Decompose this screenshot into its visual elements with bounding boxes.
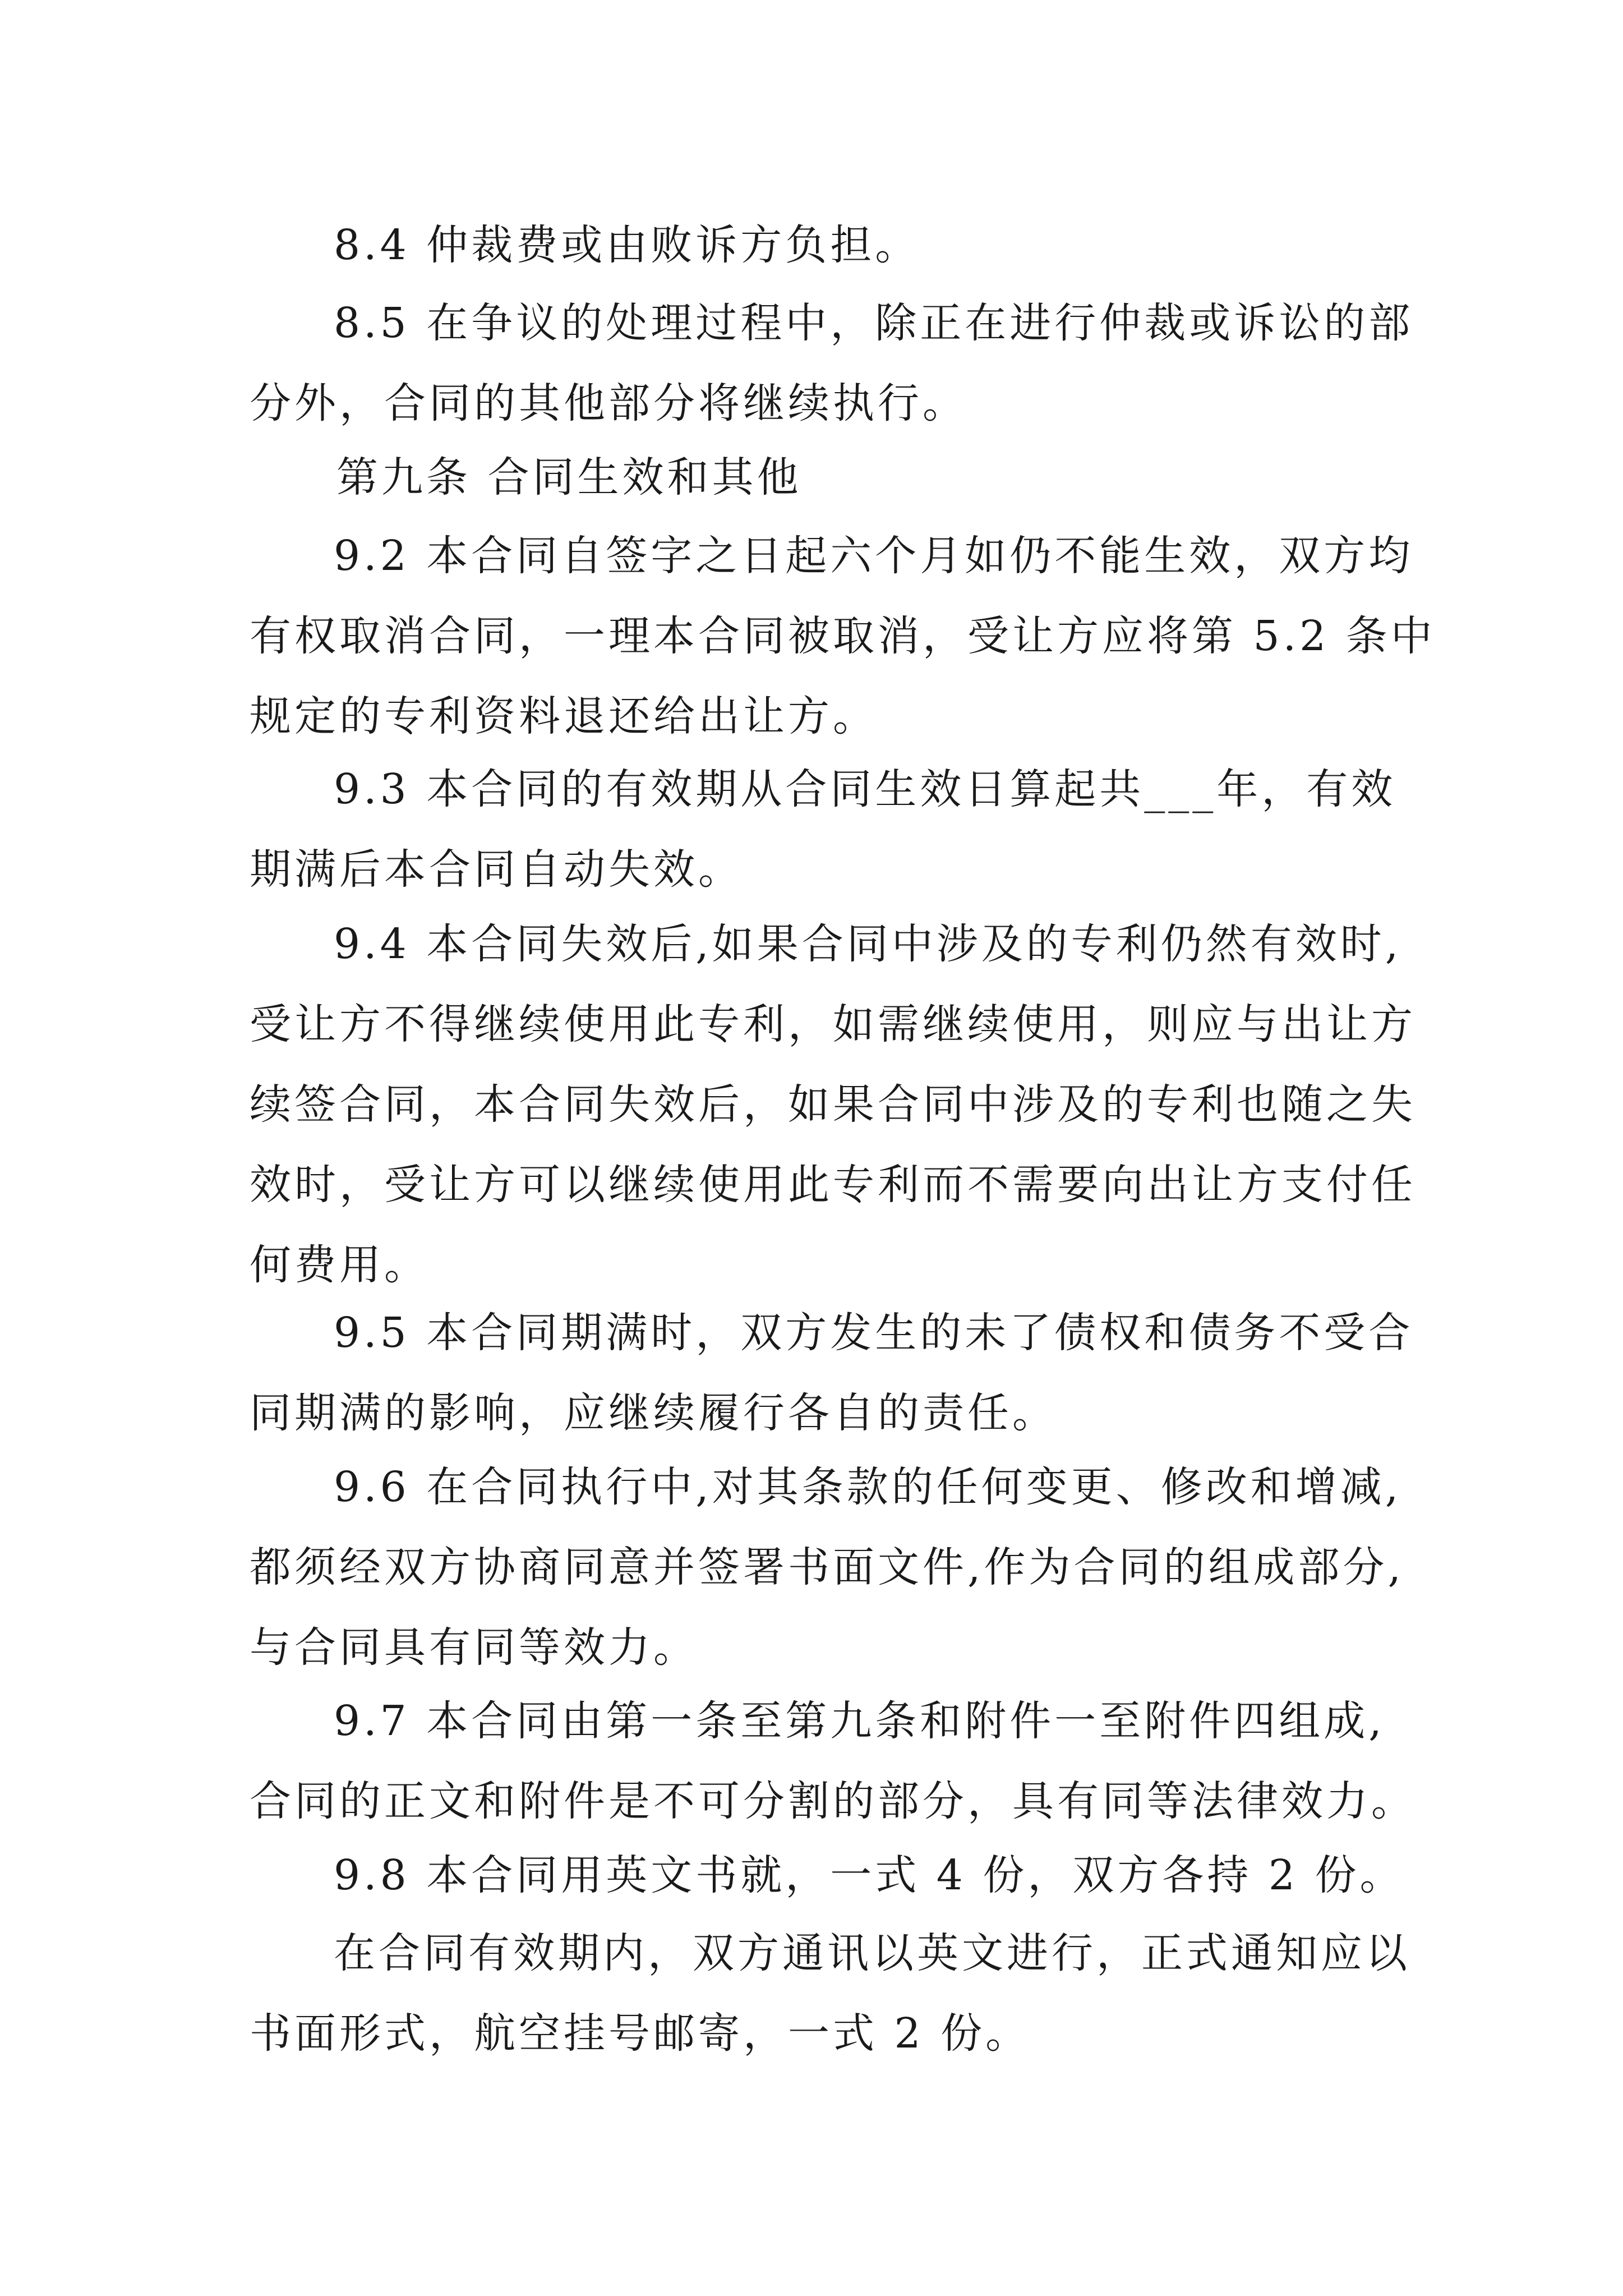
clause-9-4 [250,904,1416,1305]
text-line: 效时，受让方可以继续使用此专利而不需要向出让方支付任 [250,1161,1416,1209]
text-line: 9.5 本合同期满时，双方发生的未了债权和债务不受合 [334,1309,1414,1357]
text-line: 9.8 本合同用英文书就，一式 4 份，双方各持 2 份。 [334,1851,1405,1899]
clause-9-2 [250,516,1436,757]
clause-9-7 [250,1681,1416,1842]
text-line: 在合同有效期内，双方通讯以英文进行，正式通知应以 [334,1929,1410,1977]
text-line: 9.4 本合同失效后,如果合同中涉及的专利仍然有效时, [334,920,1402,968]
clause-8-5 [250,283,1414,444]
clause-9-3 [250,749,1396,910]
text-line: 续签合同，本合同失效后，如果合同中涉及的专利也随之失 [250,1080,1416,1129]
text-line: 8.4 仲裁费或由败诉方负担。 [334,221,920,269]
text-line: 9.3 本合同的有效期从合同生效日算起共___年，有效 [334,765,1396,813]
text-line: 8.5 在争议的处理过程中，除正在进行仲裁或诉讼的部 [334,299,1414,347]
text-line: 9.7 本合同由第一条至第九条和附件一至附件四组成, [334,1697,1385,1745]
text-line: 第九条 合同生效和其他 [336,453,802,501]
text-line: 分外，合同的其他部分将继续执行。 [250,379,967,427]
text-line: 有权取消合同，一理本合同被取消，受让方应将第 5.2 条中 [250,612,1436,660]
text-line: 9.2 本合同自签字之日起六个月如仍不能生效，双方均 [334,532,1414,580]
clause-9-8 [250,1835,1405,1916]
article-9-heading [250,438,1388,518]
text-line: 受让方不得继续使用此专利，如需继续使用，则应与出让方 [250,1000,1416,1048]
text-line: 与合同具有同等效力。 [250,1623,698,1672]
text-line: 何费用。 [250,1241,429,1289]
text-line: 期满后本合同自动失效。 [250,845,743,894]
text-line: 规定的专利资料退还给出让方。 [250,692,878,740]
clause-9-6 [250,1447,1405,1688]
text-line: 合同的正文和附件是不可分割的部分，具有同等法律效力。 [250,1777,1416,1825]
clause-9-5 [250,1293,1414,1453]
clause-communication [250,1913,1410,2074]
clause-8-4 [250,205,1388,286]
text-line: 书面形式，航空挂号邮寄，一式 2 份。 [250,2009,1031,2058]
text-line: 都须经双方协商同意并签署书面文件,作为合同的组成部分, [250,1543,1405,1591]
text-line: 9.6 在合同执行中,对其条款的任何变更、修改和增减, [334,1463,1402,1511]
text-line: 同期满的影响，应继续履行各自的责任。 [250,1389,1057,1437]
